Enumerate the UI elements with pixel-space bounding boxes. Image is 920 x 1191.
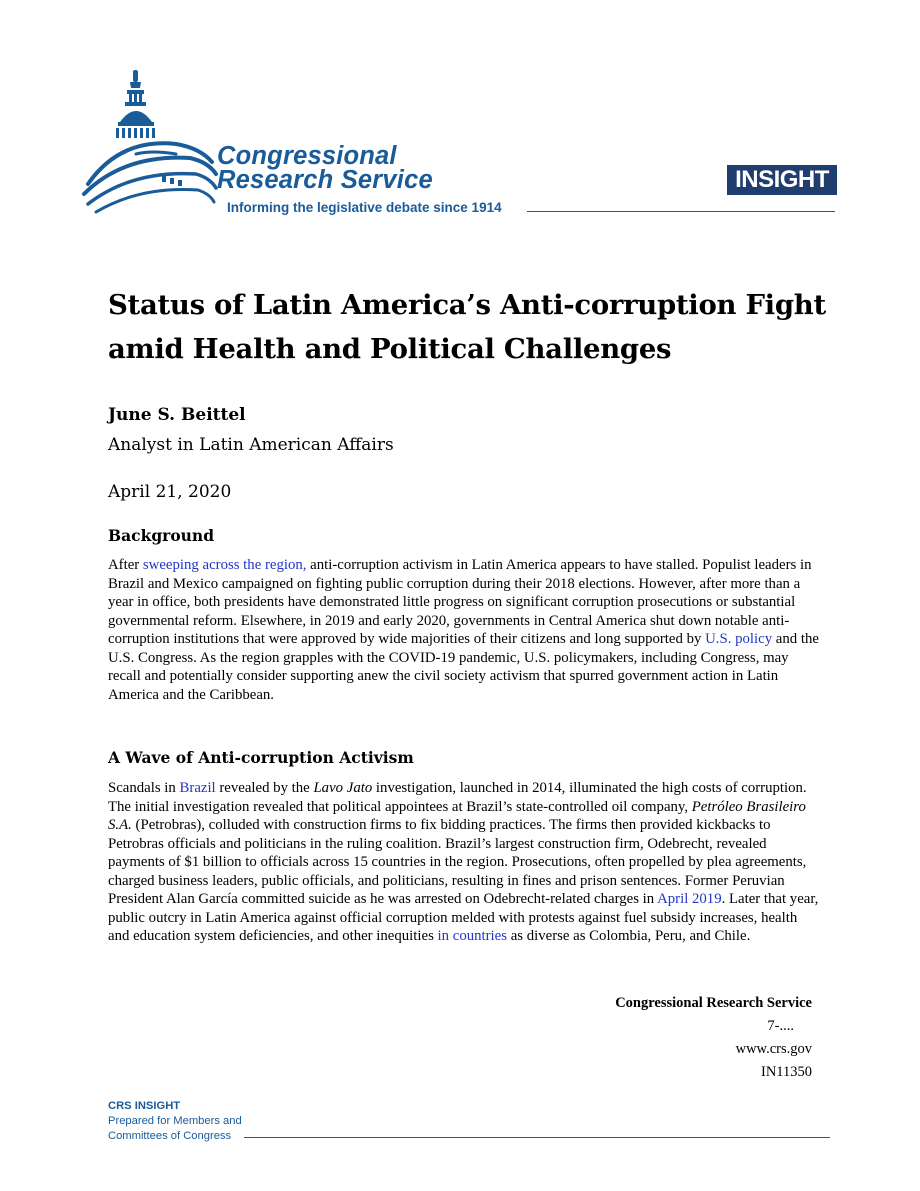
text-run: . Later that year, public outcry in Latin America against official corruption melded with protests against fuel subsidy increases, health and education system deficiencies, and other inequities — [108, 891, 819, 944]
footer-code: 7-.... — [767, 1018, 794, 1034]
insight-badge: INSIGHT — [727, 165, 837, 195]
text-run: as diverse as Colombia, Peru, and Chile. — [507, 928, 751, 944]
link-april-2019[interactable]: April 2019 — [657, 891, 722, 907]
org-name-line1: Congressional — [217, 142, 397, 170]
footer-org: Congressional Research Service — [615, 995, 812, 1011]
section-heading-wave: A Wave of Anti-corruption Activism — [108, 748, 414, 767]
crs-logo — [80, 66, 540, 226]
crs-insight-footer — [108, 1099, 242, 1144]
prepared-line2: Committees of Congress — [108, 1130, 232, 1142]
link-brazil[interactable]: Brazil — [179, 780, 216, 796]
background-paragraph — [108, 556, 820, 704]
org-tagline: Informing the legislative debate since 1914 — [227, 200, 502, 215]
prepared-line1: Prepared for Members and — [108, 1115, 242, 1127]
link-sweeping-across-region[interactable]: sweeping across the region, — [142, 557, 307, 573]
link-in-countries[interactable]: in countries — [437, 928, 507, 944]
footer-id: IN11350 — [760, 1064, 812, 1080]
capitol-dome-icon — [80, 66, 230, 216]
text-run: (Petrobras), colluded with construction firms to fix bidding practices. The firms then provided kickbacks to Petrobras officials and politicians in the ruling coalition. Brazil’s largest construction firm, Odebrecht, revealed payments of $1 billion to officials across 15 countries in the region. Prosecutions, often propelled by plea agreements, charged business leaders, public officials, and politicians, resulting in fines and prison sentences. Former Peruvian President Alan García committed suicide as he was arrested on Odebrecht-related charges in — [108, 817, 807, 907]
text-run: Scandals in — [108, 780, 180, 796]
wave-paragraph — [108, 779, 820, 946]
report-date: April 21, 2020 — [108, 482, 232, 502]
text-run: revealed by the — [215, 780, 314, 796]
footer-info — [615, 992, 812, 1084]
footer-rule — [244, 1137, 830, 1138]
link-us-policy[interactable]: U.S. policy — [705, 631, 773, 647]
author-name: June S. Beittel — [108, 405, 246, 425]
header-rule — [527, 211, 835, 212]
footer-url: www.crs.gov — [735, 1041, 812, 1057]
text-run: anti-corruption activism in Latin America appears to have stalled. Populist leaders in Brazil and Mexico campaigned on fighting public corruption during their 2018 elections. However, after more than a year in office, both presidents have demonstrated little progress on significant corruption prosecutions or substantial governmental reform. Elsewhere, in 2019 and early 2020, governments in Central America shut down notable anti-corruption institutions that were approved by wide majorities of their citizens and long supported by — [108, 557, 812, 647]
report-title: Status of Latin America’s Anti-corruption Fight amid Health and Political Challenges — [108, 289, 826, 365]
section-heading-background: Background — [108, 526, 215, 545]
text-run: and the U.S. Congress. As the region grapples with the COVID-19 pandemic, U.S. policymakers, including Congress, may recall and potentially consider supporting anew the civil society activism that spurred government action in Latin America and the Caribbean. — [108, 631, 819, 703]
crs-insight-label: CRS INSIGHT — [108, 1100, 181, 1112]
text-run: After — [108, 557, 143, 573]
author-role: Analyst in Latin American Affairs — [108, 435, 394, 455]
italic-lavo-jato: Lavo Jato — [313, 780, 373, 796]
italic-petrobras: Petróleo Brasileiro S.A. — [108, 798, 806, 833]
org-name-line2: Research Service — [217, 166, 433, 194]
org-name — [217, 144, 433, 192]
text-run: investigation, launched in 2014, illuminated the high costs of corruption. The initial investigation revealed that political appointees at Brazil’s state-controlled oil company, — [108, 780, 807, 815]
